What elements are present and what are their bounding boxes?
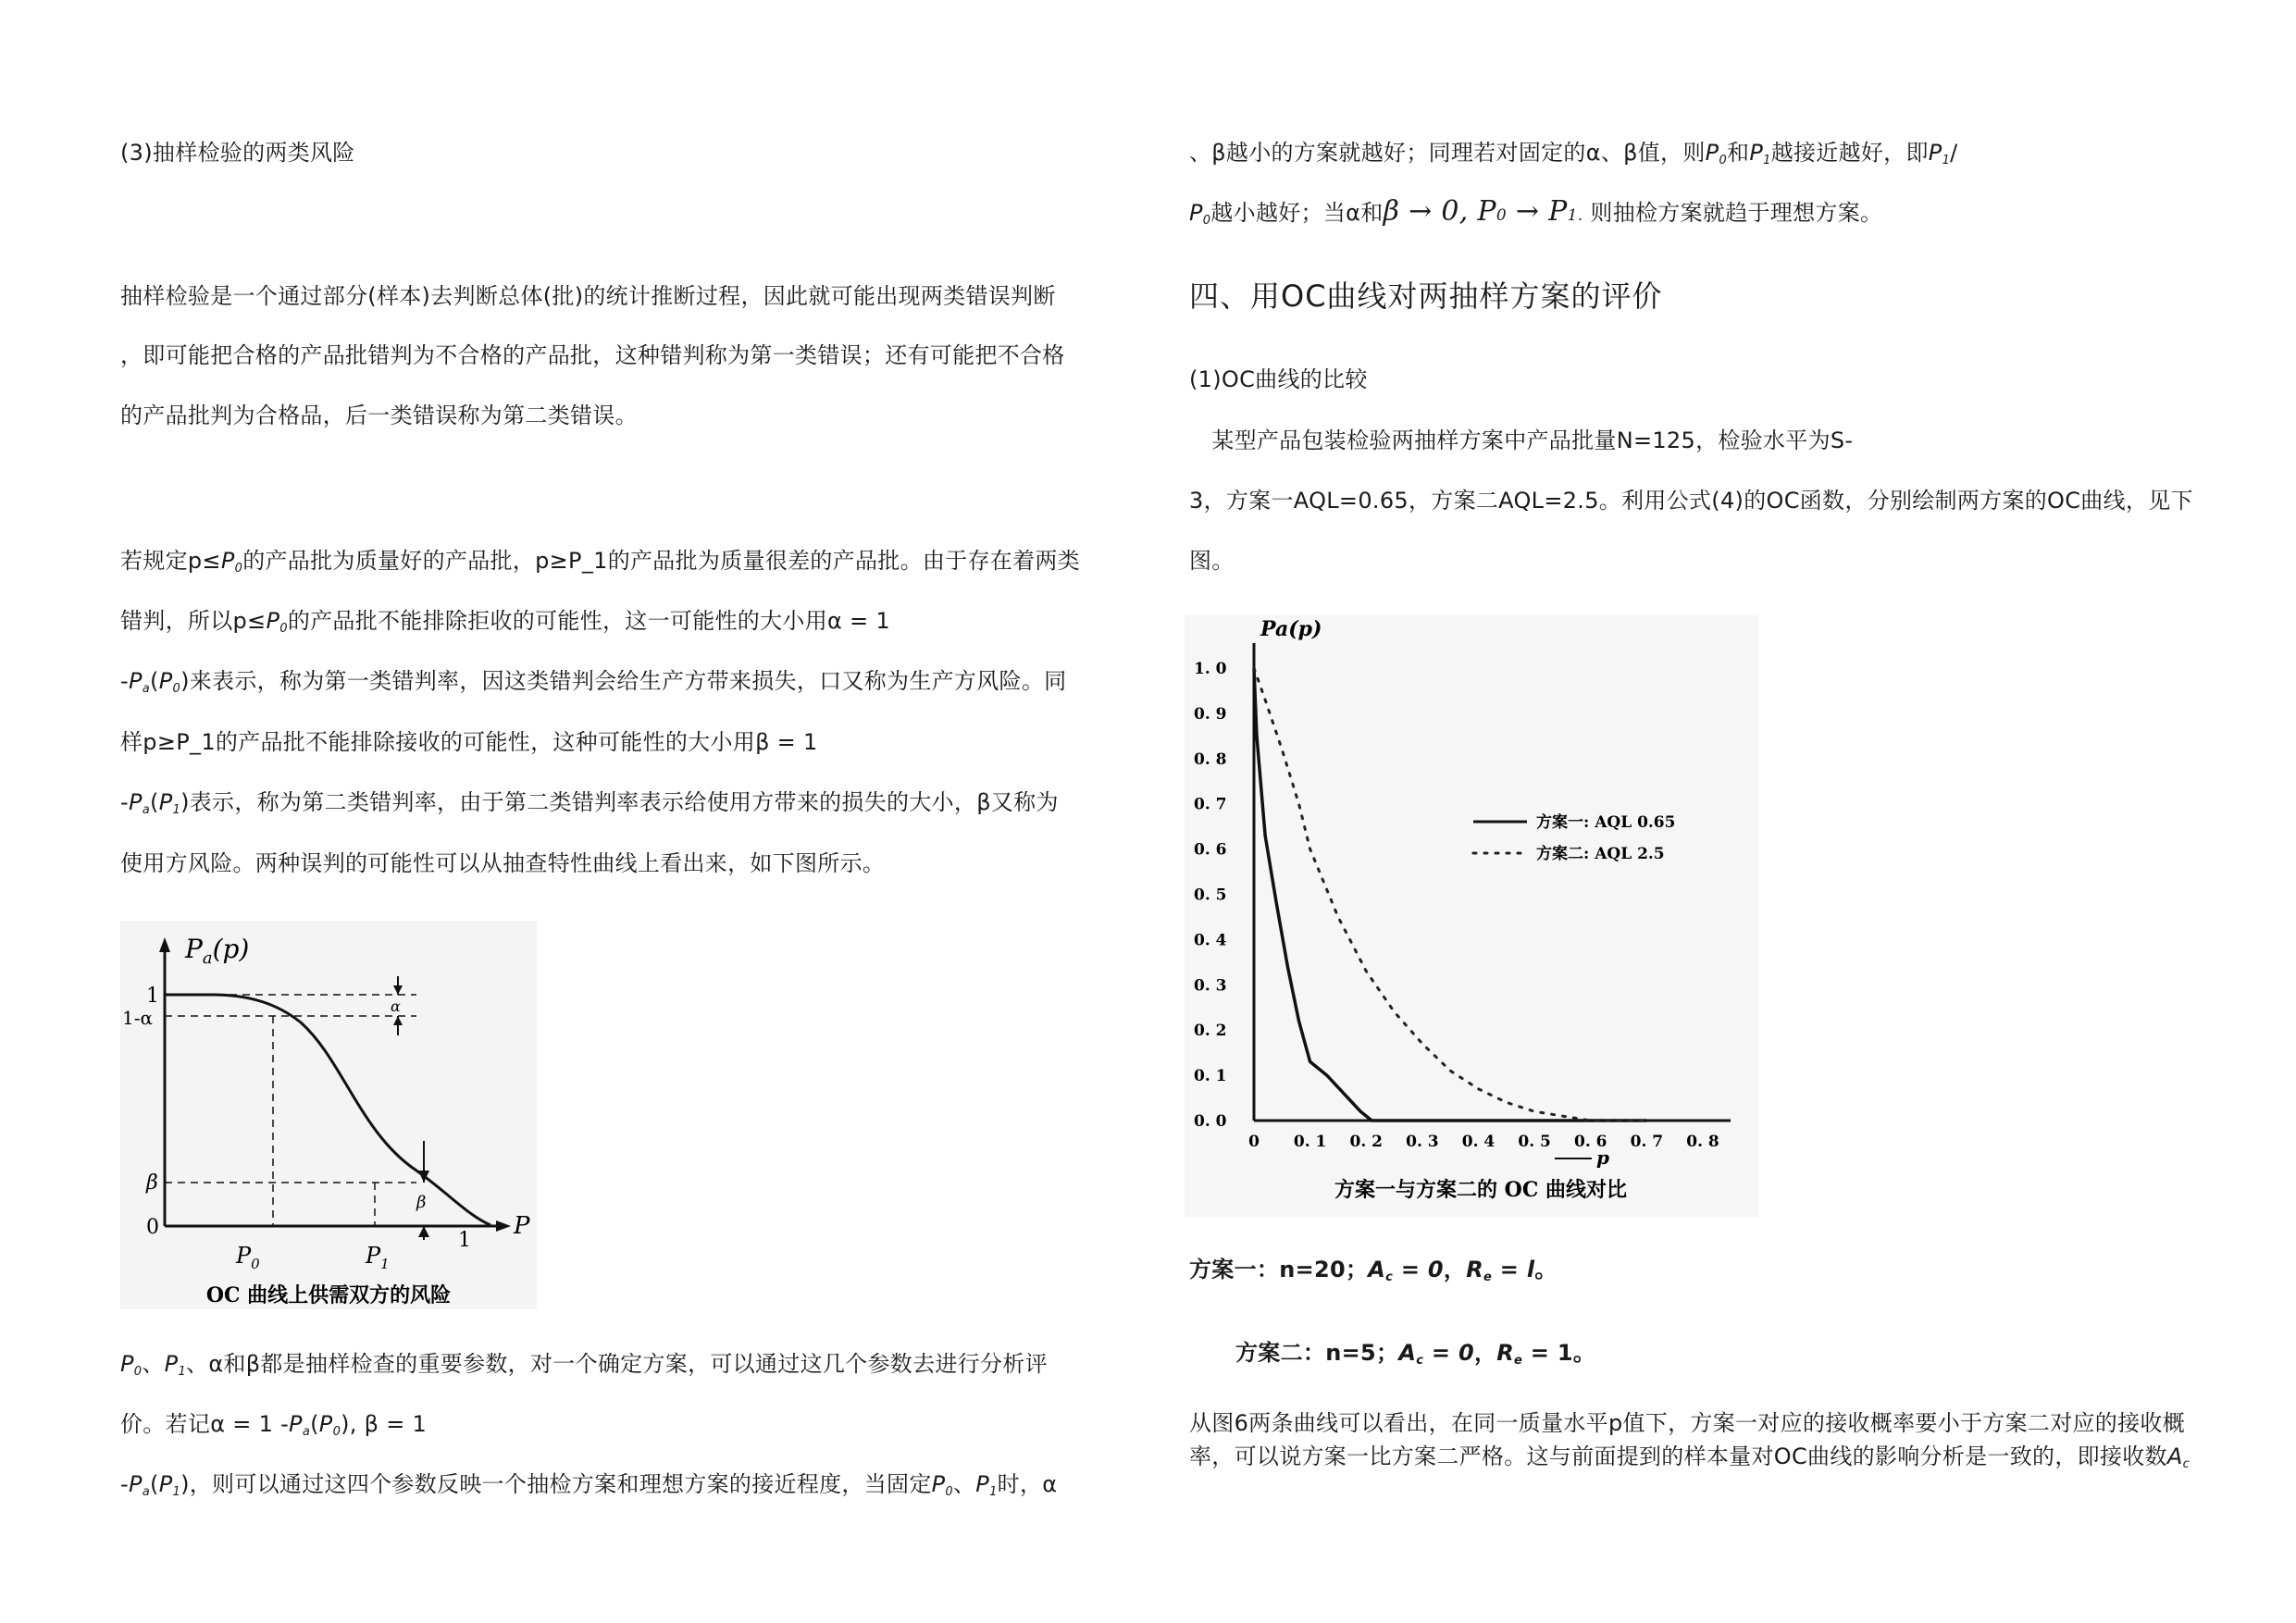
x-label-one: 1: [458, 1229, 471, 1252]
y-tick-label: 0. 1: [1194, 1067, 1227, 1086]
y-tick-label: 0. 3: [1194, 976, 1227, 996]
x-axis-label: P: [514, 1212, 530, 1240]
chart-y-label: Pa(p): [1260, 617, 1322, 641]
x-tick-label: 0. 5: [1518, 1133, 1551, 1151]
chart-title: 方案一与方案二的 OC 曲线对比: [1334, 1178, 1627, 1202]
x-label-p1: $P_1$: [366, 1243, 390, 1272]
y-axis-label: $P_a(p)$: [185, 934, 250, 968]
conclusion-line1: 从图6两条曲线可以看出，在同一质量水平p值下，方案一对应的接收概率要小于方案二对应的接收概: [1189, 1410, 2186, 1436]
plan2-line: 方案二：n=5；$A_c = 0$，$R_e = 1$。: [1235, 1340, 1596, 1368]
para3-line3: $-P_a(P_1)$，则可以通过这四个参数反映一个抽检方案和理想方案的接近程度，当固定$P_0$、$P_1$时，α: [120, 1471, 1058, 1499]
para2-line4: 样p≥P_1的产品批不能排除接收的可能性，这种可能性的大小用β = 1: [120, 729, 818, 755]
oc-risk-diagram: [120, 921, 537, 1309]
plan1-line: 方案一：n=20；$A_c = 0$，$R_e = l$。: [1189, 1257, 1558, 1284]
figure1-caption: OC 曲线上供需双方的风险: [205, 1283, 452, 1307]
conclusion-line2: 率，可以说方案一比方案二严格。这与前面提到的样本量对OC曲线的影响分析是一致的，即接收数$A_c$: [1189, 1443, 2191, 1471]
legend-label-plan1: 方案一: AQL 0.65: [1536, 813, 1676, 832]
y-tick-label: 1. 0: [1194, 660, 1227, 678]
para2-line2: 错判，所以$p\le P_0$的产品批不能排除拒收的可能性，这一可能性的大小用α = 1: [120, 608, 890, 636]
para3-line2: 价。若记α = 1 $-P_a(P_0)$, β = 1: [120, 1411, 428, 1439]
para1-line2: ，即可能把合格的产品批错判为不合格的产品批，这种错判称为第一类错误；还有可能把不合格: [120, 342, 1065, 368]
oc-comparison-chart: [1185, 615, 1758, 1217]
legend-label-plan2: 方案二: AQL 2.5: [1536, 845, 1665, 863]
para1-line3: 的产品批判为合格品，后一类错误称为第二类错误。: [120, 403, 638, 428]
y-tick-label: 0. 4: [1194, 931, 1227, 950]
y-tick-label: 0. 2: [1194, 1022, 1227, 1041]
para2-line5: $-P_a(P_1)$表示，称为第二类错判率，由于第二类错判率表示给使用方带来的损失的大小，β又称为: [120, 789, 1059, 817]
chart-background: [1185, 615, 1758, 1217]
para2-line3: $-P_a(P_0)$来表示，称为第一类错判率，因这类错判会给生产方带来损失，口又称为生产方风险。同: [120, 668, 1067, 696]
section-heading: (3)抽样检验的两类风险: [120, 140, 355, 166]
sub-heading: (1)OC曲线的比较: [1189, 366, 1368, 392]
y-label-one: 1: [146, 985, 159, 1008]
para3-line1: $P_0$、$P_1$、α和β都是抽样检查的重要参数，对一个确定方案，可以通过这几个参数去进行分析评: [120, 1351, 1048, 1379]
x-tick-label: 0. 7: [1630, 1133, 1664, 1151]
x-tick-label: 0. 8: [1686, 1133, 1719, 1151]
y-tick-label: 0. 6: [1194, 840, 1227, 860]
right-top-line2: $P_0$越小越好；当α和β → 0, P0 → P1. 则抽检方案就趋于理想方案。: [1189, 195, 1883, 228]
chart-x-label: p: [1596, 1146, 1609, 1169]
x-tick-label: 0. 3: [1406, 1133, 1439, 1151]
y-tick-label: 0. 7: [1194, 795, 1227, 814]
x-tick-label: 0. 1: [1293, 1133, 1327, 1151]
para-line3: 图。: [1189, 548, 1235, 574]
y-tick-label: 0. 9: [1194, 704, 1227, 724]
x-label-p0: $P_0$: [236, 1243, 260, 1272]
y-tick-label: 0. 5: [1194, 886, 1227, 905]
para2-line1: 若规定$p\le P_0$的产品批为质量好的产品批，p≥P_1的产品批为质量很差的产品批。由于存在着两类: [120, 548, 1080, 576]
right-top-line1: 、β越小的方案就越好；同理若对固定的α、β值，则$P_0$和$P_1$越接近越好，即$P_1/$: [1189, 140, 1958, 167]
para1-line1: 抽样检验是一个通过部分(样本)去判断总体(批)的统计推断过程，因此就可能出现两类错误判断: [120, 283, 1056, 309]
para-line2: 3，方案一AQL=0.65，方案二AQL=2.5。利用公式(4)的OC函数，分别绘制两方案的OC曲线，见下: [1189, 488, 2193, 514]
y-label-one-alpha: 1-α: [122, 1007, 153, 1029]
x-tick-label: 0: [1248, 1133, 1260, 1151]
y-tick-label: 0. 0: [1194, 1112, 1227, 1131]
beta-mark: β: [416, 1193, 427, 1212]
x-tick-label: 0. 2: [1349, 1133, 1383, 1151]
x-tick-label: 0. 4: [1461, 1133, 1496, 1151]
x-tick-label: 0. 6: [1574, 1133, 1607, 1151]
y-tick-label: 0. 8: [1194, 750, 1227, 769]
y-label-beta: β: [146, 1171, 158, 1195]
y-label-zero: 0: [146, 1216, 159, 1239]
para2-line6: 使用方风险。两种误判的可能性可以从抽查特性曲线上看出来，如下图所示。: [120, 850, 886, 876]
x-tick-labels: [1248, 1133, 1719, 1151]
alpha-mark: α: [391, 997, 401, 1015]
figure-background: [120, 921, 537, 1309]
para-line1: 某型产品包装检验两抽样方案中产品批量N=125，检验水平为S-: [1189, 427, 1854, 453]
section-title: 四、用OC曲线对两抽样方案的评价: [1189, 279, 1663, 314]
